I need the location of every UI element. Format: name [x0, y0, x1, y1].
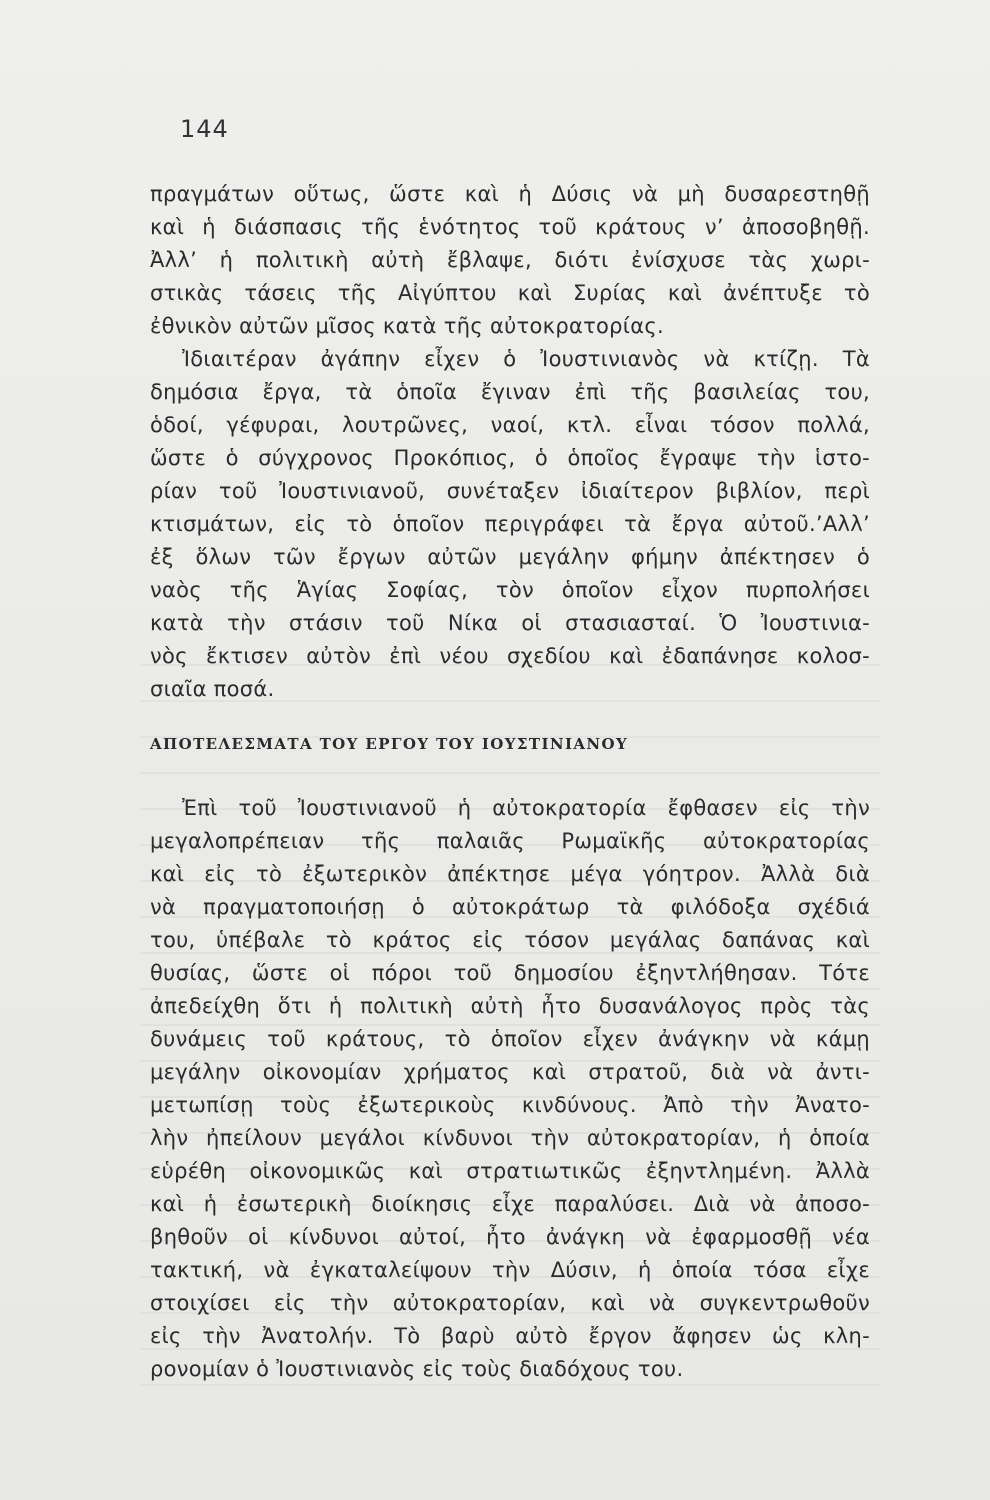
text-line: θυσίας, ὥστε οἱ πόροι τοῦ δημοσίου ἐξηντλήθησαν. Τότε — [150, 961, 870, 985]
text-line: ἐξ ὅλων τῶν ἔργων αὐτῶν μεγάλην φήμην ἀπέκτησεν ὁ — [150, 545, 870, 569]
text-line: κατὰ τὴν στάσιν τοῦ Νίκα οἱ στασιασταί. Ὁ Ἰουστινια- — [150, 611, 870, 635]
text-line: λὴν ἠπείλουν μεγάλοι κίνδυνοι τὴν αὐτοκρατορίαν, ἡ ὁποία — [150, 1126, 870, 1150]
text-line: στικὰς τάσεις τῆς Αἰγύπτου καὶ Συρίας καὶ ἀνέπτυξε τὸ — [150, 281, 870, 305]
text-line: καὶ ἡ διάσπασις τῆς ἑνότητος τοῦ κράτους ν’ ἀποσοβηθῇ. — [150, 215, 870, 239]
text-line: ρονομίαν ὁ Ἰουστινιανὸς εἰς τοὺς διαδόχους του. — [150, 1357, 684, 1381]
page-number: 144 — [180, 115, 229, 143]
text-line: Ἀλλ’ ἡ πολιτικὴ αὐτὴ ἔβλαψε, διότι ἐνίσχυσε τὰς χωρι- — [150, 248, 870, 272]
text-line: του, ὑπέβαλε τὸ κράτος εἰς τόσον μεγάλας δαπάνας καὶ — [150, 928, 870, 952]
text-line: δυνάμεις τοῦ κράτους, τὸ ὁποῖον εἶχεν ἀνάγκην νὰ κάμῃ — [150, 1027, 870, 1051]
text-line: ὁδοί, γέφυραι, λουτρῶνες, ναοί, κτλ. εἶναι τόσον πολλά, — [150, 413, 870, 437]
section-heading: ΑΠΟΤΕΛΕΣΜΑΤΑ ΤΟΥ ΕΡΓΟΥ ΤΟΥ ΙΟΥΣΤΙΝΙΑΝΟΥ — [150, 735, 629, 753]
text-line: ἀπεδείχθη ὅτι ἡ πολιτικὴ αὐτὴ ἦτο δυσανάλογος πρὸς τὰς — [150, 994, 870, 1018]
text-line: εὑρέθη οἰκονομικῶς καὶ στρατιωτικῶς ἐξηντλημένη. Ἀλλὰ — [150, 1159, 870, 1183]
text-line: νὰ πραγματοποιήσῃ ὁ αὐτοκράτωρ τὰ φιλόδοξα σχέδιά — [150, 895, 870, 919]
text-line: ναὸς τῆς Ἁγίας Σοφίας, τὸν ὁποῖον εἶχον πυρπολήσει — [150, 578, 870, 602]
text-line: στοιχίσει εἰς τὴν αὐτοκρατορίαν, καὶ νὰ συγκεντρωθοῦν — [150, 1291, 870, 1315]
text-line: δημόσια ἔργα, τὰ ὁποῖα ἔγιναν ἐπὶ τῆς βασιλείας του, — [150, 380, 870, 404]
text-line: κτισμάτων, εἰς τὸ ὁποῖον περιγράφει τὰ ἔργα αὐτοῦ.’Αλλ’ — [150, 512, 870, 536]
text-line: ρίαν τοῦ Ἰουστινιανοῦ, συνέταξεν ἰδιαίτερον βιβλίον, περὶ — [150, 479, 870, 503]
text-line: μετωπίσῃ τοὺς ἐξωτερικοὺς κινδύνους. Ἀπὸ τὴν Ἀνατο- — [150, 1093, 870, 1117]
text-line: εἰς τὴν Ἀνατολήν. Τὸ βαρὺ αὐτὸ ἔργον ἄφησεν ὡς κλη- — [150, 1324, 870, 1348]
text-line: μεγάλην οἰκονομίαν χρήματος καὶ στρατοῦ, διὰ νὰ ἀντι- — [150, 1060, 870, 1084]
text-line: νὸς ἔκτισεν αὐτὸν ἐπὶ νέου σχεδίου καὶ ἐδαπάνησε κολοσ- — [150, 644, 870, 668]
text-line: Ἰδιαιτέραν ἀγάπην εἶχεν ὁ Ἰουστινιανὸς νὰ κτίζῃ. Τὰ — [182, 347, 870, 371]
text-line: βηθοῦν οἱ κίνδυνοι αὐτοί, ἦτο ἀνάγκη νὰ ἐφαρμοσθῇ νέα — [150, 1225, 870, 1249]
text-line: σιαῖα ποσά. — [150, 677, 275, 701]
text-line: μεγαλοπρέπειαν τῆς παλαιᾶς Ρωμαϊκῆς αὐτοκρατορίας — [150, 829, 870, 853]
text-line: τακτική, νὰ ἐγκαταλείψουν τὴν Δύσιν, ἡ ὁποία τόσα εἶχε — [150, 1258, 870, 1282]
text-line: ἐθνικὸν αὐτῶν μῖσος κατὰ τῆς αὐτοκρατορίας. — [150, 314, 664, 338]
text-line: πραγμάτων οὕτως, ὥστε καὶ ἡ Δύσις νὰ μὴ δυσαρεστηθῇ — [150, 182, 870, 206]
text-line: καὶ εἰς τὸ ἐξωτερικὸν ἀπέκτησε μέγα γόητρον. Ἀλλὰ διὰ — [150, 862, 870, 886]
paragraph-justinian-policies — [150, 178, 870, 706]
paragraph-results — [150, 792, 870, 1386]
text-line: καὶ ἡ ἐσωτερικὴ διοίκησις εἶχε παραλύσει. Διὰ νὰ ἀποσο- — [150, 1192, 870, 1216]
text-line: Ἐπὶ τοῦ Ἰουστινιανοῦ ἡ αὐτοκρατορία ἔφθασεν εἰς τὴν — [182, 796, 870, 820]
text-line: ὥστε ὁ σύγχρονος Προκόπιος, ὁ ὁποῖος ἔγραψε τὴν ἱστο- — [150, 446, 870, 470]
